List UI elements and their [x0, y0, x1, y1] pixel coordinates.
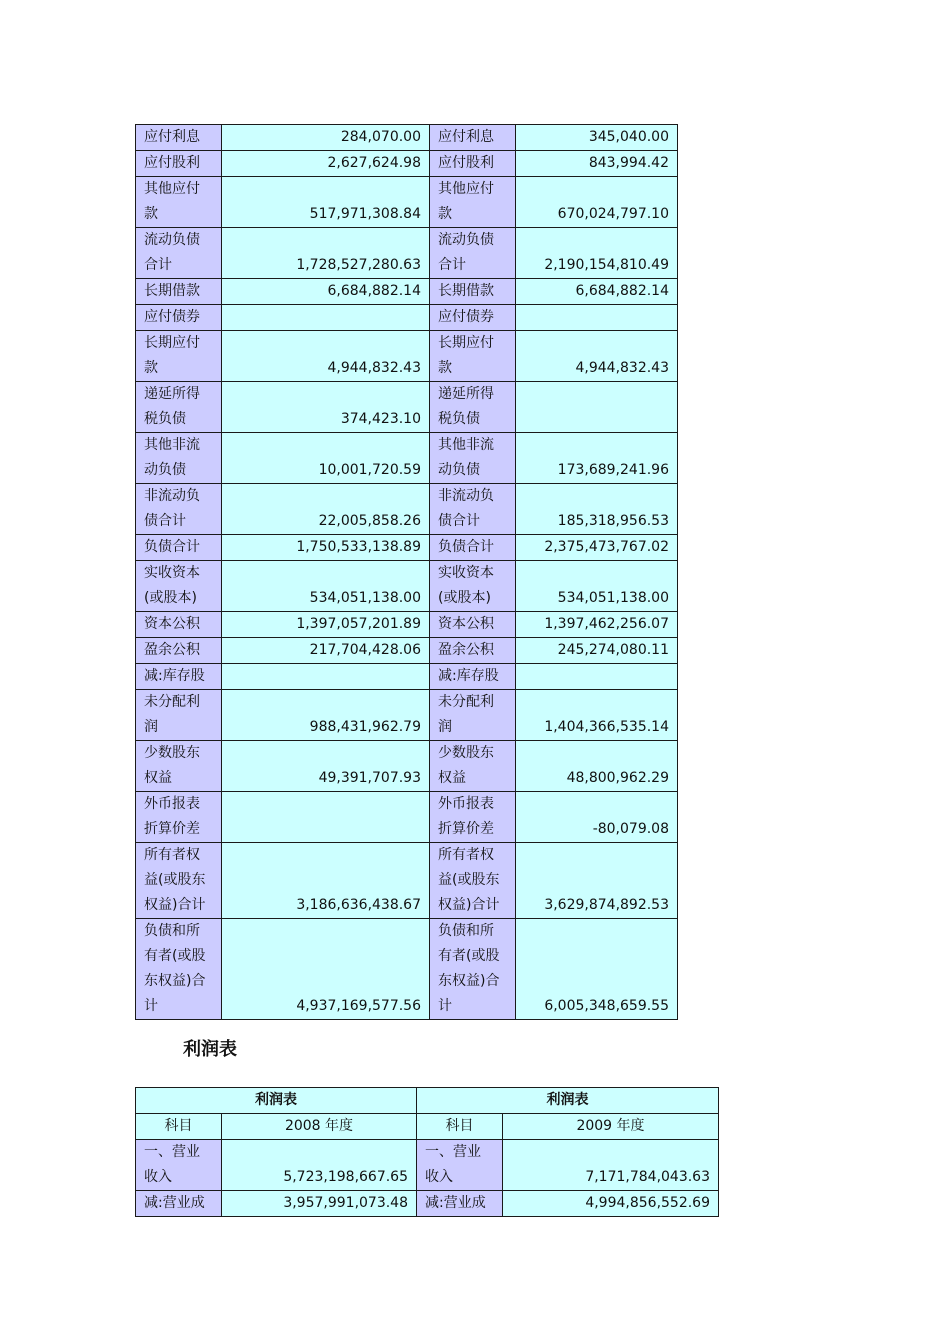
row-label-left: 其他应付款	[136, 177, 222, 228]
table-row	[136, 151, 678, 177]
col-subject-right: 科目	[417, 1114, 503, 1140]
row-value-right: 48,800,962.29	[516, 741, 678, 792]
row-label-left: 一、营业收入	[136, 1140, 222, 1191]
col-subject-left: 科目	[136, 1114, 222, 1140]
row-value-left: 217,704,428.06	[222, 638, 430, 664]
table-row	[136, 664, 678, 690]
row-value-right: 245,274,080.11	[516, 638, 678, 664]
row-label-left: 流动负债合计	[136, 228, 222, 279]
row-value-right: 1,397,462,256.07	[516, 612, 678, 638]
row-label-left: 资本公积	[136, 612, 222, 638]
row-label-left: 所有者权益(或股东权益)合计	[136, 843, 222, 919]
row-value-right: 2,375,473,767.02	[516, 535, 678, 561]
row-value-right: 843,994.42	[516, 151, 678, 177]
row-value-left: 10,001,720.59	[222, 433, 430, 484]
row-value-right: 3,629,874,892.53	[516, 843, 678, 919]
table-row	[136, 792, 678, 843]
income-statement-body	[136, 1140, 719, 1217]
row-value-left	[222, 664, 430, 690]
row-label-right: 所有者权益(或股东权益)合计	[430, 843, 516, 919]
row-label-left: 应付债券	[136, 305, 222, 331]
table-row	[136, 741, 678, 792]
row-label-right: 递延所得税负债	[430, 382, 516, 433]
table-row	[136, 433, 678, 484]
income-header-left: 利润表	[136, 1088, 417, 1114]
row-value-right: 2,190,154,810.49	[516, 228, 678, 279]
row-value-left: 6,684,882.14	[222, 279, 430, 305]
table-row	[136, 843, 678, 919]
row-value-left: 2,627,624.98	[222, 151, 430, 177]
row-value-right	[516, 305, 678, 331]
row-value-left: 1,750,533,138.89	[222, 535, 430, 561]
row-label-right: 减:营业成	[417, 1191, 503, 1217]
row-label-right: 负债合计	[430, 535, 516, 561]
row-value-left: 4,944,832.43	[222, 331, 430, 382]
row-value-left: 22,005,858.26	[222, 484, 430, 535]
row-label-left: 减:库存股	[136, 664, 222, 690]
table-row	[136, 125, 678, 151]
row-value-left: 1,397,057,201.89	[222, 612, 430, 638]
table-row	[136, 612, 678, 638]
balance-sheet-body	[136, 125, 678, 1020]
col-year-left: 2008 年度	[222, 1114, 417, 1140]
row-value-right: 4,944,832.43	[516, 331, 678, 382]
income-header-row	[136, 1088, 719, 1114]
row-label-right: 外币报表折算价差	[430, 792, 516, 843]
row-value-left: 1,728,527,280.63	[222, 228, 430, 279]
table-row	[136, 561, 678, 612]
row-value-right: 534,051,138.00	[516, 561, 678, 612]
row-label-left: 长期借款	[136, 279, 222, 305]
row-value-right: 4,994,856,552.69	[503, 1191, 719, 1217]
row-label-right: 其他非流动负债	[430, 433, 516, 484]
table-row	[136, 228, 678, 279]
row-value-left: 374,423.10	[222, 382, 430, 433]
table-row	[136, 919, 678, 1020]
table-row	[136, 382, 678, 433]
row-label-left: 盈余公积	[136, 638, 222, 664]
row-label-left: 少数股东权益	[136, 741, 222, 792]
table-row	[136, 279, 678, 305]
income-subheader-row	[136, 1114, 719, 1140]
row-label-left: 非流动负债合计	[136, 484, 222, 535]
row-value-right: 7,171,784,043.63	[503, 1140, 719, 1191]
row-label-right: 负债和所有者(或股东权益)合计	[430, 919, 516, 1020]
table-row	[136, 690, 678, 741]
row-label-left: 负债和所有者(或股东权益)合计	[136, 919, 222, 1020]
row-value-left	[222, 305, 430, 331]
row-value-right: 345,040.00	[516, 125, 678, 151]
row-label-right: 应付利息	[430, 125, 516, 151]
table-row	[136, 331, 678, 382]
table-row	[136, 1140, 719, 1191]
row-value-left: 5,723,198,667.65	[222, 1140, 417, 1191]
col-year-right: 2009 年度	[503, 1114, 719, 1140]
row-value-right: 6,005,348,659.55	[516, 919, 678, 1020]
row-label-right: 资本公积	[430, 612, 516, 638]
table-row	[136, 638, 678, 664]
row-value-left: 988,431,962.79	[222, 690, 430, 741]
table-row	[136, 305, 678, 331]
row-label-right: 长期借款	[430, 279, 516, 305]
row-value-left: 3,957,991,073.48	[222, 1191, 417, 1217]
row-value-left: 4,937,169,577.56	[222, 919, 430, 1020]
row-value-right	[516, 382, 678, 433]
row-label-left: 应付股利	[136, 151, 222, 177]
row-label-left: 长期应付款	[136, 331, 222, 382]
row-label-right: 流动负债合计	[430, 228, 516, 279]
table-row	[136, 1191, 719, 1217]
row-label-left: 未分配利润	[136, 690, 222, 741]
row-label-right: 其他应付款	[430, 177, 516, 228]
row-label-left: 负债合计	[136, 535, 222, 561]
row-label-right: 长期应付款	[430, 331, 516, 382]
row-value-left: 517,971,308.84	[222, 177, 430, 228]
row-label-right: 应付股利	[430, 151, 516, 177]
row-value-left	[222, 792, 430, 843]
row-label-right: 非流动负债合计	[430, 484, 516, 535]
row-value-right: 6,684,882.14	[516, 279, 678, 305]
row-label-left: 外币报表折算价差	[136, 792, 222, 843]
row-value-right: 185,318,956.53	[516, 484, 678, 535]
row-label-left: 其他非流动负债	[136, 433, 222, 484]
row-label-right: 少数股东权益	[430, 741, 516, 792]
row-value-left: 284,070.00	[222, 125, 430, 151]
row-value-left: 3,186,636,438.67	[222, 843, 430, 919]
row-value-right: 173,689,241.96	[516, 433, 678, 484]
table-row	[136, 484, 678, 535]
row-value-left: 534,051,138.00	[222, 561, 430, 612]
income-header-right: 利润表	[417, 1088, 719, 1114]
row-value-right: 1,404,366,535.14	[516, 690, 678, 741]
row-label-right: 盈余公积	[430, 638, 516, 664]
row-label-left: 实收资本(或股本)	[136, 561, 222, 612]
balance-sheet-table	[135, 124, 678, 1020]
table-row	[136, 535, 678, 561]
row-label-right: 未分配利润	[430, 690, 516, 741]
row-label-right: 实收资本(或股本)	[430, 561, 516, 612]
row-label-right: 减:库存股	[430, 664, 516, 690]
row-label-right: 一、营业收入	[417, 1140, 503, 1191]
row-value-right: 670,024,797.10	[516, 177, 678, 228]
table-row	[136, 177, 678, 228]
row-label-left: 递延所得税负债	[136, 382, 222, 433]
row-value-right	[516, 664, 678, 690]
income-statement-title: 利润表	[183, 1039, 237, 1060]
income-statement-table	[135, 1087, 719, 1217]
row-value-left: 49,391,707.93	[222, 741, 430, 792]
row-label-left: 应付利息	[136, 125, 222, 151]
row-label-left: 减:营业成	[136, 1191, 222, 1217]
row-value-right: -80,079.08	[516, 792, 678, 843]
row-label-right: 应付债券	[430, 305, 516, 331]
